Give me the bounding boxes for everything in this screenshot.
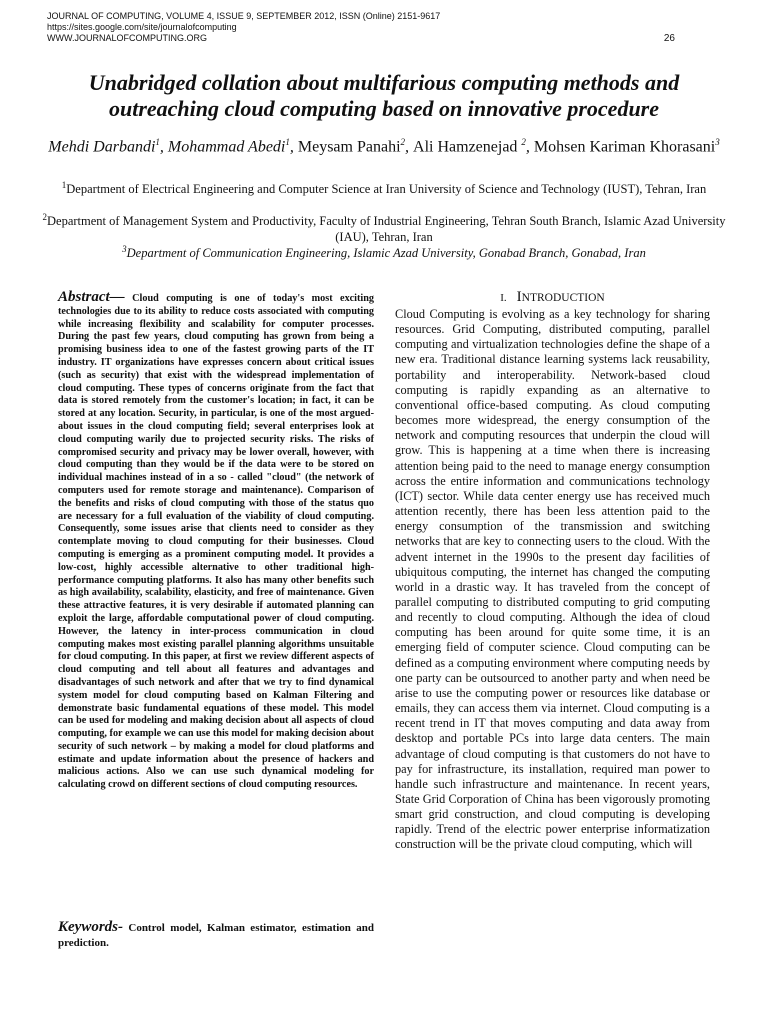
author-sup: 1 <box>155 137 160 147</box>
author-name: Meysam Panahi <box>297 138 401 156</box>
abstract-section <box>58 291 374 792</box>
affiliation-sup: 3 <box>122 244 127 254</box>
section-heading-rest: NTRODUCTION <box>521 292 605 304</box>
site-url[interactable]: https://sites.google.com/site/journalofcomputing <box>47 22 237 32</box>
section-heading <box>395 288 710 307</box>
author-sup: 2 <box>521 137 526 147</box>
author-name: Mohsen Kariman Khorasani <box>533 138 716 156</box>
section-heading-initial: I <box>516 289 522 305</box>
affiliation-1 <box>30 177 738 197</box>
running-header <box>47 11 687 44</box>
introduction-section <box>395 288 710 853</box>
section-number: I. <box>500 292 507 304</box>
abstract-label: Abstract— <box>58 289 125 305</box>
affiliation-3 <box>30 241 738 261</box>
author-list: Mehdi Darbandi$^1$, Mohammad Abedi$^1$, Meysam Panahi$^2$, Ali Hamzenejad $^2$, Mohsen Kariman Khorasani$^3$ <box>48 137 720 156</box>
author-sup: 1 <box>285 137 290 147</box>
introduction-text: Cloud Computing is evolving as a key technology for sharing resources. Grid Computing, distributed computing, parallel computing and virtualization technologies define the shape of a new era. Traditional distance learning systems lack reusability, portability and interoperability. Network-based cloud computing is rapidly expanding as an alternative to conventional office-based computing. As cloud computing becomes more widespread, the energy consumption of the network and computing resources that underpin the cloud will grow. This is happening at a time when there is increasing attention being paid to the need to manage energy consumption across the entire information and communications technology (ICT) sector. While data center energy use has received much attention recently, there has been less attention paid to the energy consumption of the transmission and switching networks that are key to connecting users to the cloud. With the advent internet in the 1990s to the present day facilities of ubiquitous computing, the internet has changed the computing world in a drastic way. It has traveled from the concept of parallel computing to distributed computing to grid computing and recently to cloud computing. Although the idea of cloud computing has been around for quite some time, it is an emerging field of computer science. Cloud computing can be defined as a computing environment where computing needs by one party can be outsourced to another party and when need be arise to use the computing power or resources like database or emails, they can access them via internet. Cloud computing is a recent trend in IT that moves computing and data away from desktop and portable PCs into large data centers. The main advantage of cloud computing is that customers do not have to pay for infrastructure, its installation, required man power to handle such infrastructure and maintenance. In recent years, State Grid Corporation of China has been vigorously promoting smart grid construction, and cloud computing is developing rapidly. Trend of the electric power enterprise informatization construction will be the private cloud computing, which will <box>395 307 710 852</box>
keywords-label: Keywords- <box>58 919 123 935</box>
www-url[interactable]: WWW.JOURNALOFCOMPUTING.ORG <box>47 33 207 43</box>
affiliation-text: Department of Communication Engineering, Islamic Azad University, Gonabad Branch, Gonabad, Iran <box>126 246 646 261</box>
keywords-section <box>58 920 374 951</box>
author-sup: 3 <box>715 137 720 147</box>
journal-line: JOURNAL OF COMPUTING, VOLUME 4, ISSUE 9, SEPTEMBER 2012, ISSN (Online) 2151-9617 <box>47 11 441 21</box>
author-name: Mohammad Abedi <box>167 138 286 156</box>
author-name: Mehdi Darbandi <box>48 138 156 156</box>
page-number: 26 <box>663 33 675 44</box>
author-name: Ali Hamzenejad <box>413 138 518 156</box>
paper-title: Unabridged collation about multifarious computing methods and outreaching cloud computing based on innovative procedure <box>88 70 680 121</box>
abstract-text: Cloud computing is one of today's most exciting technologies due to its ability to reduce costs associated with computing while increasing flexibility and scalability for computer processes. During the past few years, cloud computing has grown from being a promising business idea to one of the fastest growing parts of the IT industry. IT organizations have expresses concern about critical issues (such as security) that exist with the widespread implementation of cloud computing. These types of concerns originate from the fact that data is stored remotely from the customer's location; in fact, it can be stored at any location. Security, in particular, is one of the most argued-about issues in the cloud computing field; several enterprises look at cloud computing warily due to projected security risks. The risks of compromised security and privacy may be lower overall, however, with cloud computing than they would be if the data were to be stored on individual machines instead of in a so - called "cloud" (the network of computers used for remote storage and maintenance). Comparison of the benefits and risks of cloud computing with those of the status quo are necessary for a full evaluation of the viability of cloud computing. Consequently, some issues arise that clients need to consider as they contemplate moving to cloud computing for their businesses. Cloud computing is emerging as a prominent computing model. It provides a low-cost, highly accessible alternative to other traditional high-performance computing platforms. It also has many other benefits such as high availability, scalability, elasticity, and free of maintenance. Given these attractive features, it is very desirable if automated planning can exploit the large, affordable computational power of cloud computing. However, the latency in inter-process communication in cloud computing makes most existing parallel planning algorithms unsuitable for cloud computing. In this paper, at first we review different aspects of cloud computing and tell about all features and advantages and disadvantages of such network and after that we try to find dynamical system model for cloud computing based on Kalman Filtering and demonstrate basic fundamental equations of these model. This model can be used for modeling and making decision about all aspects of cloud computing, for example we can use this model for making decision about security of such network – by making a model for cloud platforms and estimate and update information about the presence of hackers and malicious actions. Also we can use such dynamical modeling for calculating crowd on different sections of cloud computing resources. <box>58 293 374 791</box>
affiliation-sup: 1 <box>61 180 67 190</box>
affiliation-2 <box>30 209 738 245</box>
keywords-text: Control model, Kalman estimator, estimation and prediction. <box>58 922 374 949</box>
affiliation-sup: 2 <box>42 212 47 222</box>
affiliation-text: Department of Electrical Engineering and Computer Science at Iran University of Science and Technology (IUST), Tehran, Iran <box>66 182 707 197</box>
affiliation-text: Department of Management System and Productivity, Faculty of Industrial Engineering, Tehran South Branch, Islamic Azad University (IAU), Tehran, Iran <box>47 214 726 245</box>
author-sup: 2 <box>400 137 406 147</box>
